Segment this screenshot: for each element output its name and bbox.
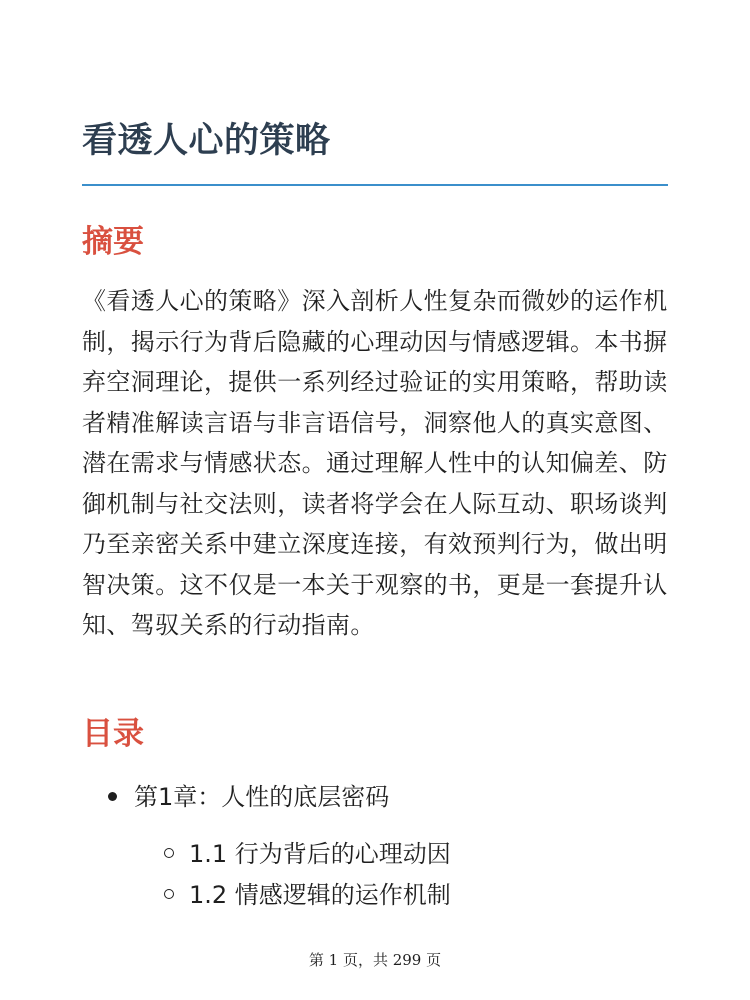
toc-chapter-1-label: 第1章：人性的底层密码 bbox=[134, 783, 390, 811]
toc-heading: 目录 bbox=[82, 716, 144, 752]
title-divider bbox=[82, 184, 668, 186]
toc-section-1-1-label: 1.1 行为背后的心理动因 bbox=[189, 840, 451, 868]
document-title: 看透人心的策略 bbox=[82, 121, 331, 161]
page-number-footer: 第 1 页，共 299 页 bbox=[308, 951, 442, 969]
toc-section-1-2[interactable] bbox=[164, 878, 451, 912]
bullet-disc-icon bbox=[108, 792, 117, 801]
toc-section-1-2-label: 1.2 情感逻辑的运作机制 bbox=[189, 881, 451, 909]
bullet-circle-icon bbox=[164, 848, 174, 858]
toc-section-1-1[interactable] bbox=[164, 837, 451, 871]
bullet-circle-icon bbox=[164, 889, 174, 899]
toc-chapter-1[interactable] bbox=[108, 780, 389, 814]
abstract-heading: 摘要 bbox=[82, 224, 144, 260]
abstract-paragraph: 《看透人心的策略》深入剖析人性复杂而微妙的运作机制，揭示行为背后隐藏的心理动因与情感逻辑。本书摒弃空洞理论，提供一系列经过验证的实用策略，帮助读者精准解读言语与非言语信号，洞察他人的真实意图、潜在需求与情感状态。通过理解人性中的认知偏差、防御机制与社交法则，读者将学会在人际互动、职场谈判乃至亲密关系中建立深度连接，有效预判行为，做出明智决策。这不仅是一本关于观察的书，更是一套提升认知、驾驭关系的行动指南。 bbox=[82, 287, 668, 639]
